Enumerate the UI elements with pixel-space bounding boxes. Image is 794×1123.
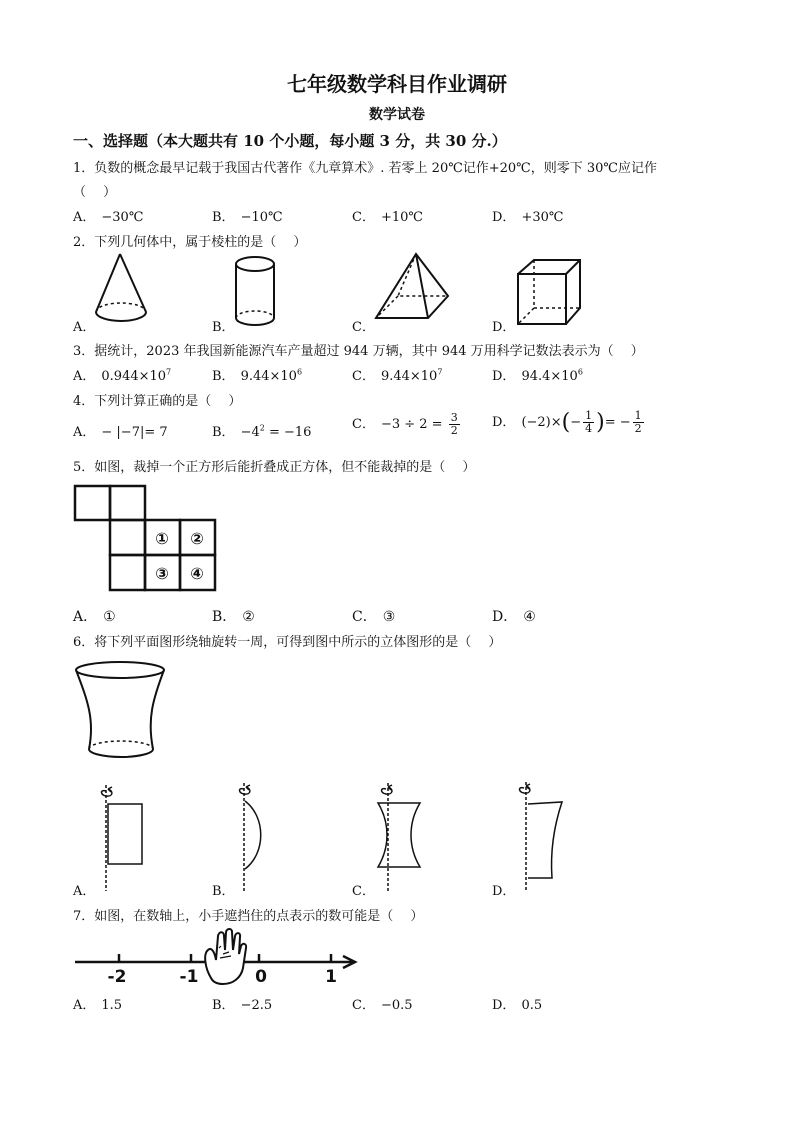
q4-option-a[interactable]: A． − |−7|= 7 [73, 425, 168, 440]
question-3-stem: 3．据统计，2023 年我国新能源汽车产量超过 944 万辆，其中 944 万用科学记数法表示为（ ） [73, 344, 644, 359]
q5-option-d[interactable]: D． ④ [492, 609, 536, 625]
tick-label: -1 [179, 967, 199, 987]
question-1-answer-blank: （ ） [73, 185, 117, 200]
q6-shape-b [234, 781, 274, 893]
q2-option-b[interactable]: B． [212, 320, 235, 335]
q2-option-d[interactable]: D． [492, 320, 516, 335]
page-subtitle: 数学试卷 [369, 107, 425, 123]
q6-shape-a [96, 783, 152, 893]
tick-label: 0 [255, 967, 267, 987]
net-cell-4: ④ [190, 564, 204, 583]
fraction: $\frac{1}{2}$ [634, 409, 642, 435]
q6-option-c[interactable]: C． [352, 884, 375, 899]
number-line-figure [73, 928, 363, 990]
page-title: 七年级数学科目作业调研 [287, 72, 507, 96]
net-cell-2: ② [190, 529, 204, 548]
question-7-stem: 7．如图，在数轴上，小手遮挡住的点表示的数可能是（ ） [73, 909, 424, 924]
question-4-stem: 4．下列计算正确的是（ ） [73, 394, 242, 409]
q6-option-b[interactable]: B． [212, 884, 235, 899]
q6-option-d[interactable]: D． [492, 884, 516, 899]
q7-option-a[interactable]: A． 1.5 [73, 998, 123, 1013]
cube-figure [516, 258, 584, 328]
q4-option-d[interactable]: D． (−2)×(− $\frac{1}{4}$ )= − $\frac{1}{2}$ [492, 409, 642, 435]
q5-option-b[interactable]: B． ② [212, 609, 255, 625]
q7-option-c[interactable]: C． −0.5 [352, 998, 413, 1013]
question-6-stem: 6．将下列平面图形绕轴旋转一周，可得到图中所示的立体图形的是（ ） [73, 635, 502, 650]
q6-shape-d [514, 780, 568, 892]
vase-solid-figure [73, 659, 169, 763]
q6-shape-c [376, 781, 426, 893]
q1-option-c[interactable]: C． +10℃ [352, 210, 423, 225]
q1-option-b[interactable]: B． −10℃ [212, 210, 283, 225]
fraction: $\frac{1}{4}$ [585, 409, 593, 435]
q5-option-c[interactable]: C． ③ [352, 609, 396, 625]
pyramid-figure [374, 252, 454, 328]
cube-net-figure [73, 484, 218, 592]
cone-figure [92, 252, 152, 328]
q3-option-b[interactable]: B． $9.44\times 10^6$ [212, 367, 303, 384]
section-heading: 一、选择题（本大题共有 10 个小题，每小题 3 分，共 30 分.） [73, 132, 507, 150]
question-5-stem: 5．如图，裁掉一个正方形后能折叠成正方体，但不能裁掉的是（ ） [73, 460, 476, 475]
fraction: $\frac{3}{2}$ [450, 411, 458, 437]
tick-label: -2 [107, 967, 127, 987]
q4-option-c[interactable]: C． −3 ÷ 2 = $\frac{3}{2}$ [352, 411, 458, 437]
q7-option-b[interactable]: B． −2.5 [212, 998, 273, 1013]
q5-option-a[interactable]: A． ① [73, 609, 116, 625]
q6-option-a[interactable]: A． [73, 884, 96, 899]
q4-option-b[interactable]: B． $-4^2 = -16$ [212, 423, 312, 440]
q2-option-a[interactable]: A． [73, 320, 96, 335]
q1-option-d[interactable]: D． +30℃ [492, 210, 564, 225]
cylinder-figure [233, 254, 283, 330]
tick-label: 1 [325, 967, 337, 987]
q3-option-c[interactable]: C． $9.44\times 10^7$ [352, 367, 443, 384]
question-1-stem: 1．负数的概念最早记载于我国古代著作《九章算术》. 若零上 20℃记作+20℃，则零下 30℃应记作 [73, 161, 657, 176]
net-cell-3: ③ [155, 564, 169, 583]
hand-icon [205, 929, 246, 984]
question-2-stem: 2．下列几何体中，属于棱柱的是（ ） [73, 235, 307, 250]
q2-option-c[interactable]: C． [352, 320, 375, 335]
q7-option-d[interactable]: D． 0.5 [492, 998, 543, 1013]
q3-option-a[interactable]: A． $0.944\times 10^7$ [73, 367, 172, 384]
net-cell-1: ① [155, 529, 169, 548]
q3-option-d[interactable]: D． $94.4\times 10^6$ [492, 367, 583, 384]
q1-option-a[interactable]: A． −30℃ [73, 210, 144, 225]
